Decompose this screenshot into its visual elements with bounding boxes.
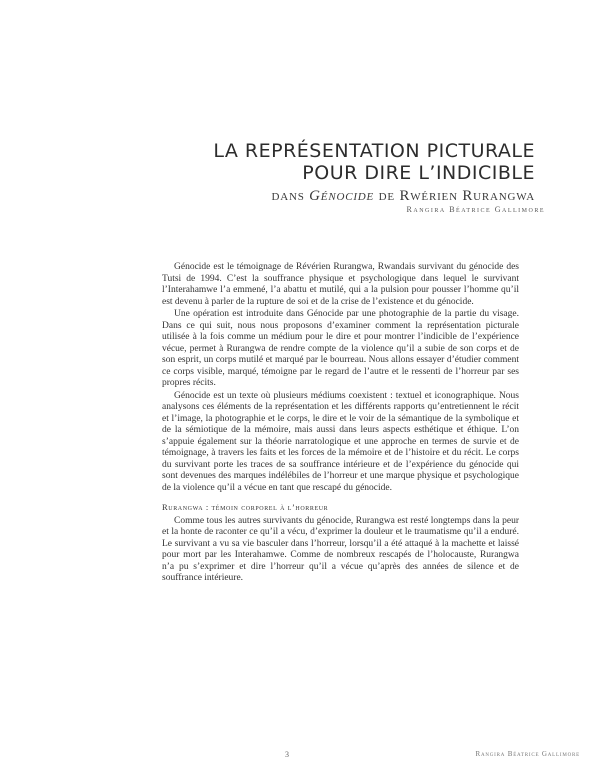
section-heading: Rurangwa : témoin corporel à l’horreur (162, 502, 329, 512)
subtitle-work: Génocide (309, 188, 375, 204)
running-footer: Rangira Béatrice Gallimore (475, 750, 580, 758)
subtitle-suffix: de Rwérien Rurangwa (374, 188, 535, 204)
paragraph-1: Génocide est le témoignage de Révérien Rurangwa, Rwandais survivant du génocide des Tutsi de 1994. C’est la souffrance physique et psychologique dans lequel le survivant l’Interahamwe l’a emmené, l’a abattu et mutilé, qui a la pulsion pour pousser l’homme qu’il est devenu à parler de la rupture de soi et de la crise de l’existence et du génocide. (162, 262, 519, 307)
author-name: Rangira Béatrice Gallimore (406, 205, 545, 214)
paragraph-2: Une opération est introduite dans Génocide par une photographie de la partie du visage. Dans ce qui suit, nous nous proposons d’examiner comment la représentation picturale utilisée à la fois comme un médium pour le dire et pour montrer l’indicible de l’expérience vécue, permet à Rurangwa de rendre compte de la violence qu’il a subie de son corps et de son esprit, un corps mutilé et marqué par le bourreau. Nous allons essayer d’étudier comment ce corps visible, marqué, témoigne par le regard de l’autre et le ressenti de l’horreur par ses propres récits. (162, 309, 519, 388)
subtitle-prefix: dans (271, 188, 310, 204)
page-number: 3 (285, 750, 289, 759)
subtitle (150, 186, 535, 206)
section-paragraph: Comme tous les autres survivants du génocide, Rurangwa est resté longtemps dans la peur et la honte de raconter ce qu’il a vécu, d’exprimer la douleur et le traumatisme qu’il a enduré. Le survivant a vu sa vie basculer dans l’horreur, lorsqu’il a été attaqué à la machette et laissé pour mort par les Interahamwe. Comme de nombreux rescapés de l’holocauste, Rurangwa n’a pu s’exprimer et dire l’horreur qu’il a vécue qu’après des années de silence et de souffrance intérieure. (162, 515, 519, 583)
title-block (150, 140, 535, 206)
title-line-1: LA REPRÉSENTATION PICTURALE (213, 140, 535, 162)
article-body (162, 262, 519, 585)
paragraph-3: Génocide est un texte où plusieurs médiums coexistent : textuel et iconographique. Nous analysons ces éléments de la représentation et les différents rapports qu’entretiennent le récit et l’image, la photographie et le corps, le dire et le voir de la sémantique de la symbolique et de la sémiotique de la mémoire, mais aussi dans leurs aspects esthétique et éthique. L’on s’appuie également sur la théorie narratologique et une approche en termes de survie et de témoignage, à travers les faits et les forces de la mémoire et de l’histoire et du récit. Le corps du survivant porte les traces de sa souffrance intérieure et de l’expérience du génocide qui sont devenues des marques indélébiles de l’horreur et une marque physique et psychologique de la violence qu’il a vécue en tant que rescapé du génocide. (162, 390, 519, 493)
title-line-2: POUR DIRE L’INDICIBLE (302, 162, 535, 184)
